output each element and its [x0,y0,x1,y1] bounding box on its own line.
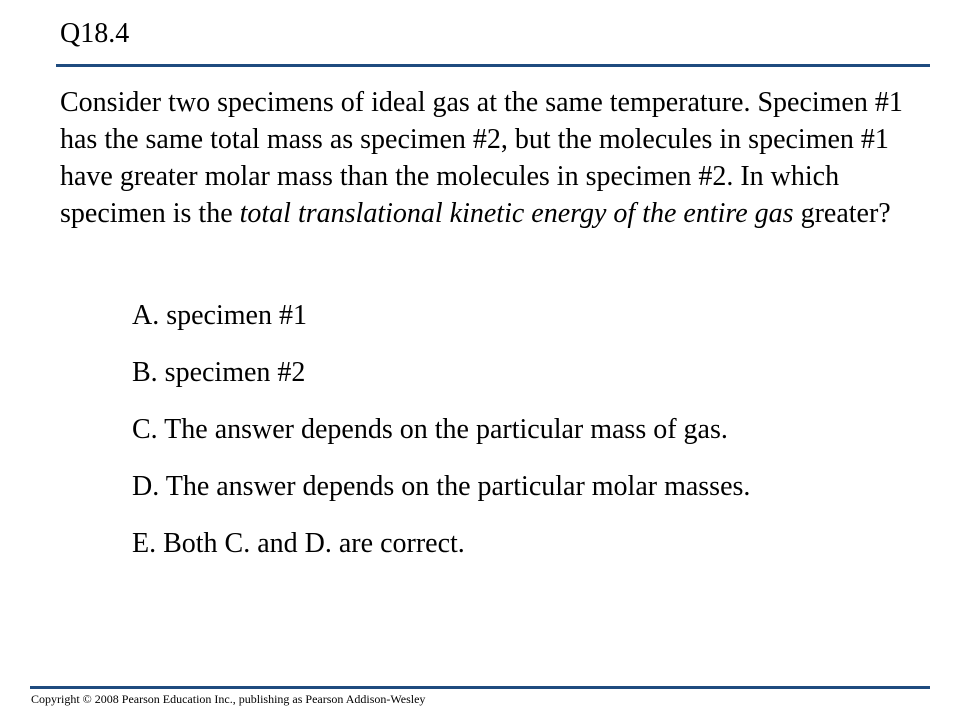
footer-divider [30,686,930,689]
question-text-part2: greater? [793,198,891,229]
choice-e: E. Both C. and D. are correct. [132,528,465,559]
question-text-part1: Consider two specimens of ideal gas at the same temperature. Specimen #1 has the same total mass as specimen #2, but the molecules in specimen #1 have greater molar mass than the molecules in specimen #2. In which specimen is the [60,87,903,229]
title-divider [56,64,930,67]
choice-a: A. specimen #1 [132,300,307,331]
choice-b: B. specimen #2 [132,357,306,388]
question-text-emphasis: total translational kinetic energy of the entire gas [239,198,794,229]
answer-choices [132,298,912,583]
choice-d: D. The answer depends on the particular molar masses. [132,471,751,502]
choice-c: C. The answer depends on the particular mass of gas. [132,414,728,445]
slide-title: Q18.4 [60,18,130,49]
copyright-notice: Copyright © 2008 Pearson Education Inc., publishing as Pearson Addison-Wesley [31,692,426,706]
question-text [60,84,910,232]
